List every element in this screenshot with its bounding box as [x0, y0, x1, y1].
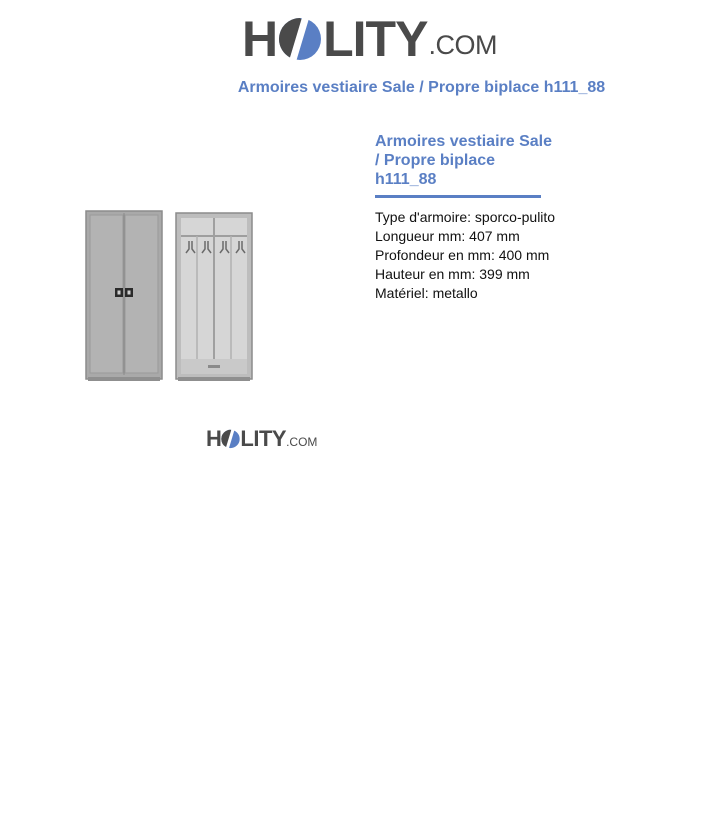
closed-locker-image — [86, 211, 162, 381]
product-title-line: / Propre biplace — [375, 152, 496, 169]
product-title-line: h111_88 — [375, 171, 437, 188]
logo-suffix: .COM — [286, 435, 318, 449]
product-title — [375, 132, 560, 189]
spec-item: Type d'armoire: sporco-pulito — [375, 209, 556, 225]
spec-item: Longueur mm: 407 mm — [375, 228, 520, 244]
logo-text-right: LITY — [240, 426, 287, 451]
open-locker-image — [176, 213, 252, 381]
logo-text-left: H — [206, 426, 222, 451]
product-info — [375, 132, 575, 303]
logo-text-right: LITY — [323, 11, 428, 67]
spec-item: Matériel: metallo — [375, 285, 478, 301]
page-title: Armoires vestiaire Sale / Propre biplace h111_88 — [237, 79, 606, 96]
logo-o-icon — [220, 427, 241, 450]
spec-list — [375, 208, 575, 303]
logo-o-icon — [276, 12, 324, 64]
spec-item: Profondeur en mm: 400 mm — [375, 247, 550, 263]
product-image — [84, 209, 256, 383]
spec-item: Hauteur en mm: 399 mm — [375, 266, 530, 282]
brand-logo-small — [206, 427, 317, 450]
logo-text-left: H — [242, 11, 278, 67]
product-title-line: Armoires vestiaire Sale — [375, 133, 552, 150]
title-divider — [375, 195, 541, 198]
logo-suffix: .COM — [428, 30, 497, 60]
brand-logo[interactable] — [242, 11, 497, 67]
